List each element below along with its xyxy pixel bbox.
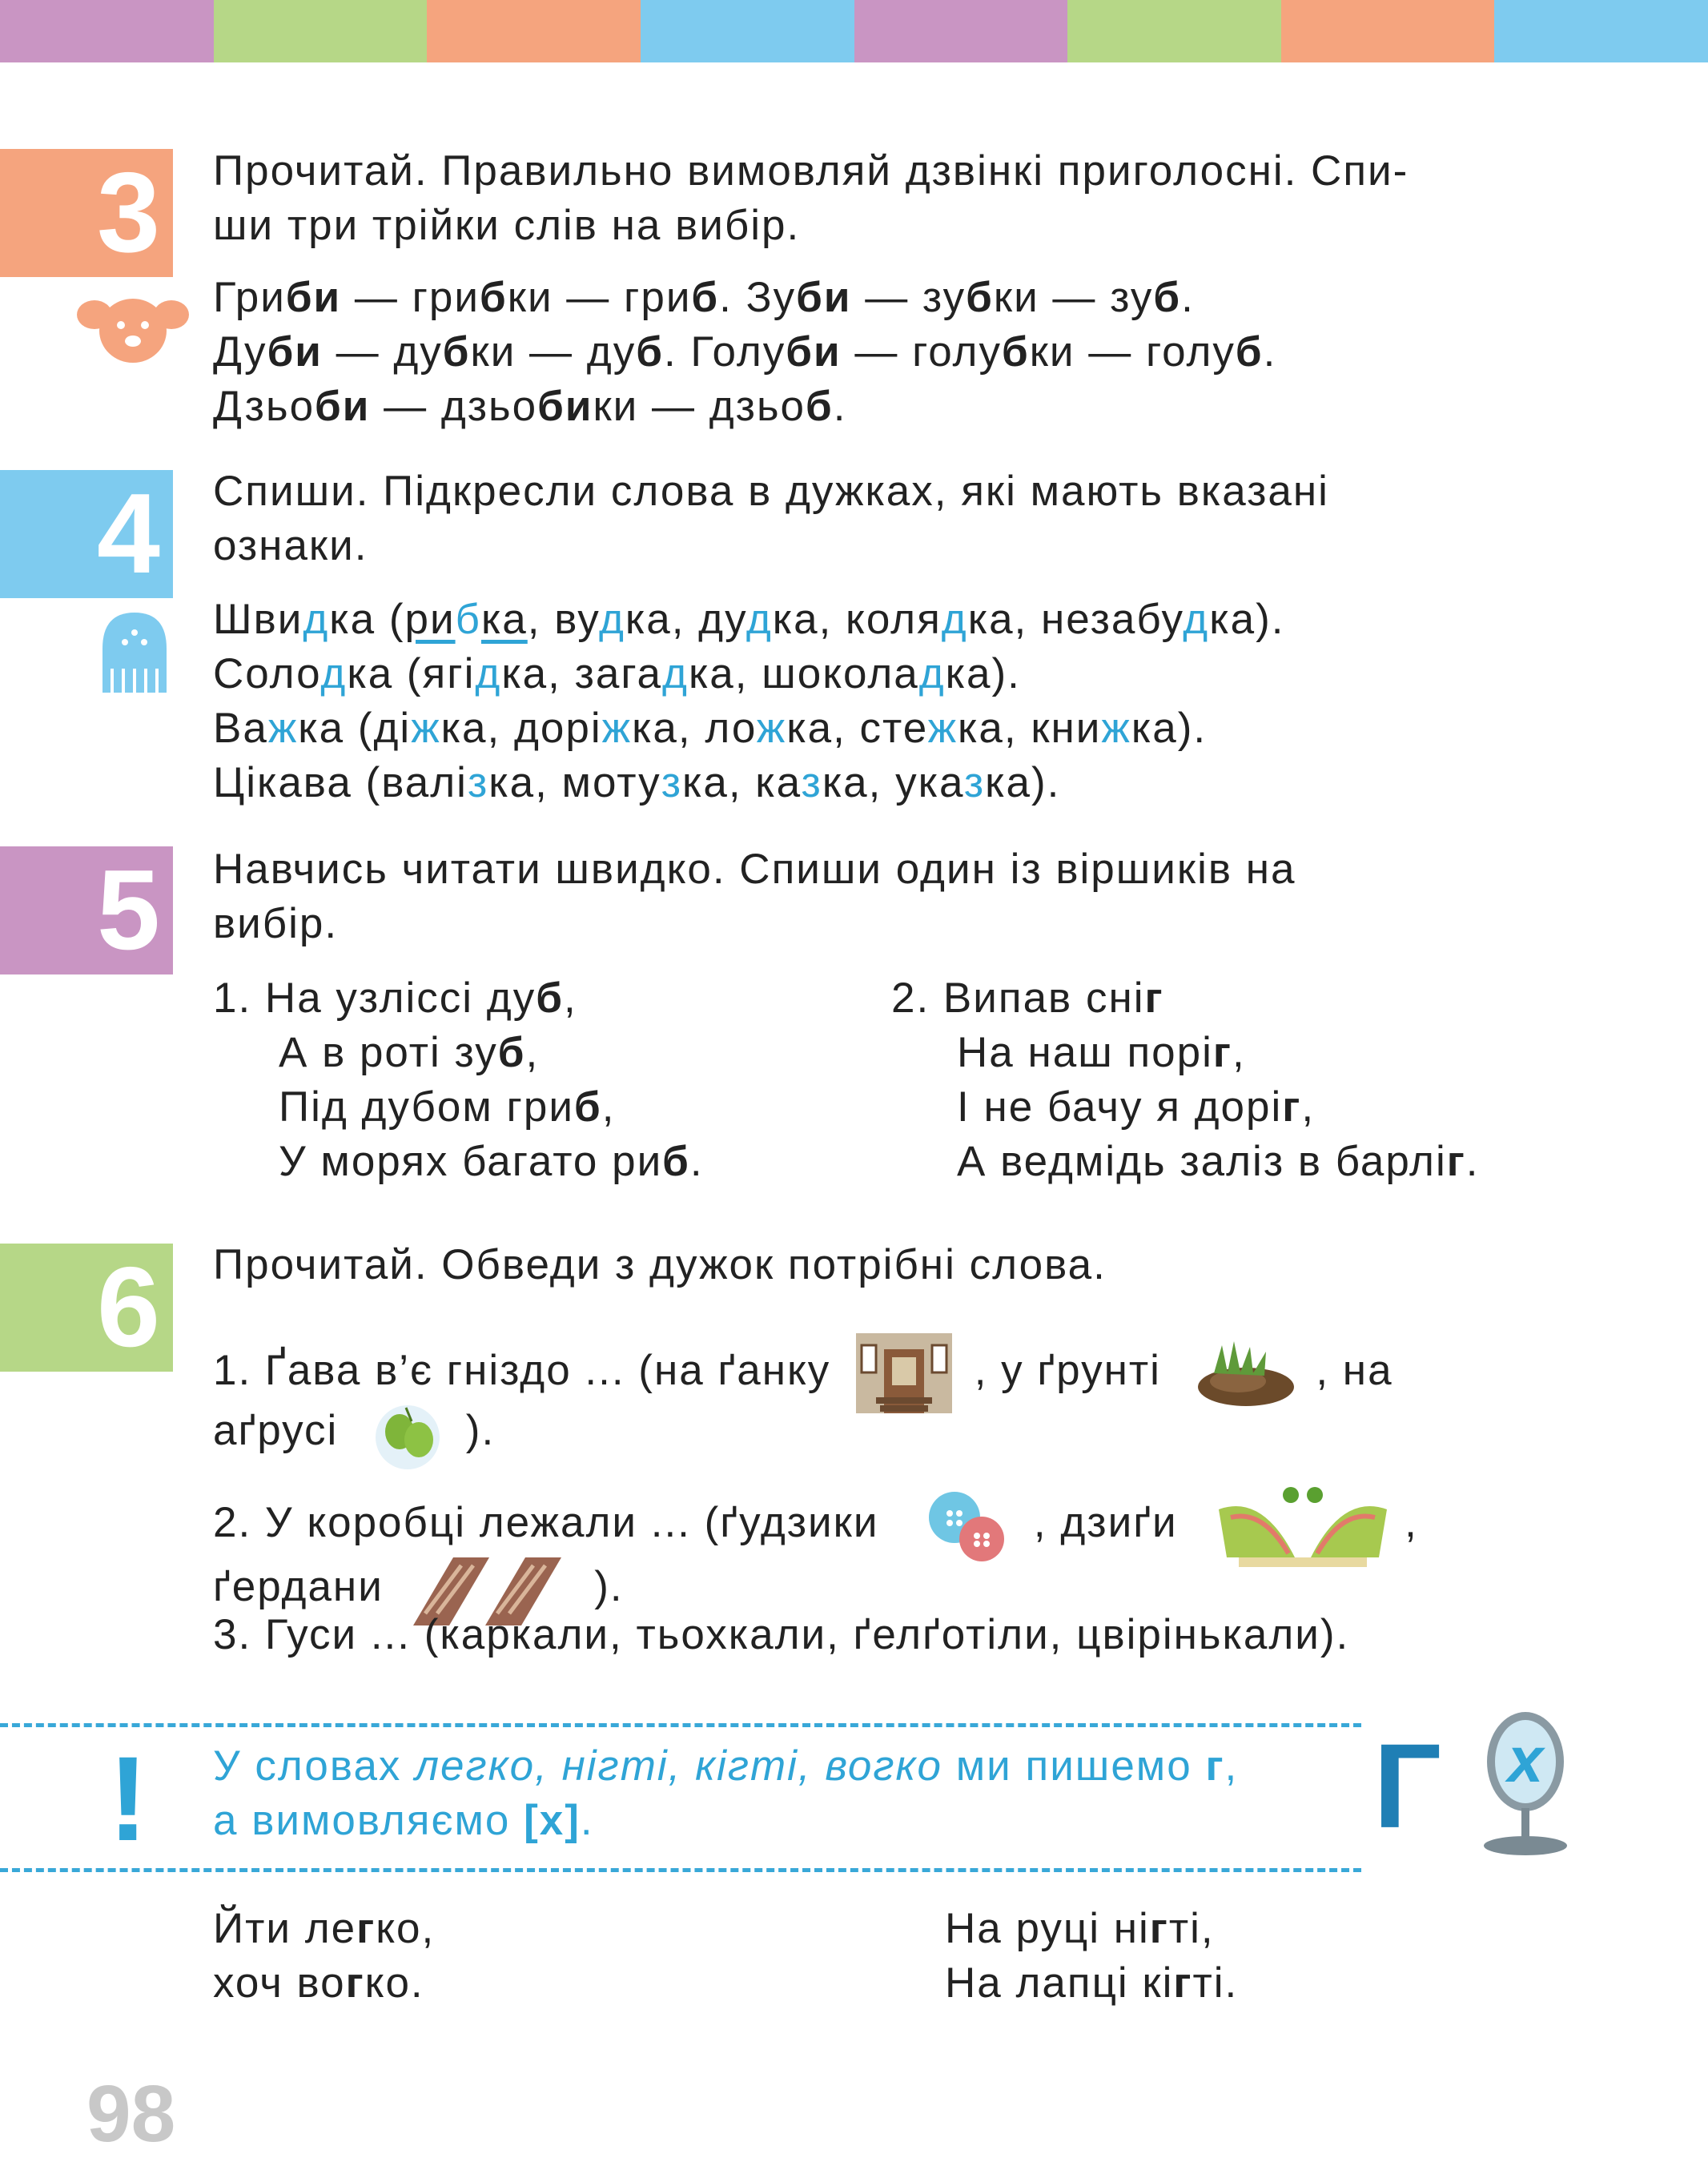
bold-letter: би (285, 274, 342, 321)
porch-icon (852, 1329, 956, 1417)
text-segment: У морях багато ри (279, 1138, 663, 1185)
text-segment: , (525, 1029, 540, 1076)
ghost-icon (94, 609, 175, 697)
text-line (213, 380, 1276, 434)
text-segment: ка (ді (298, 705, 412, 752)
text-segment: Йти ле (213, 1905, 357, 1952)
text-segment: ка, ка (682, 759, 802, 806)
text-segment: Гри (213, 274, 286, 321)
instruction-line: Спиши. Підкресли слова в дужках, які мають вказані (213, 468, 1329, 515)
highlight-letter: з (661, 759, 682, 806)
text-segment: . (833, 383, 847, 430)
exercise-number-3: 3 (0, 149, 173, 277)
stripe-seg (1494, 0, 1708, 62)
gooseberry-icon (368, 1393, 448, 1473)
text-segment: ка, шокола (688, 650, 919, 697)
text-segment: ки — дзьо (593, 383, 806, 430)
sentence-text: , на (1316, 1347, 1393, 1394)
stripe-seg (214, 0, 428, 62)
bold-letter: б (480, 274, 508, 321)
sentence-text: , у ґрунті (974, 1347, 1161, 1394)
text-segment: , (563, 974, 577, 1022)
bold-letter: б (1153, 274, 1182, 321)
sentence-text: 2. У коробці лежали ... (ґудзики (213, 1499, 879, 1546)
instruction-line: вибір. (213, 900, 339, 947)
poem-2 (891, 971, 1480, 1189)
text-segment: ка). (985, 759, 1061, 806)
bold-letter: би (315, 383, 371, 430)
bold-letter: г (1446, 1138, 1466, 1185)
text-segment: ка, ука (822, 759, 964, 806)
highlight-letter: д (1183, 596, 1210, 643)
text-segment: ка). (945, 650, 1021, 697)
highlight-letter: з (963, 759, 986, 806)
exercise-6-sentence-1-cont (213, 1393, 495, 1473)
text-line (213, 271, 1276, 325)
text-segment: А ведмідь заліз в барлі (957, 1138, 1447, 1185)
text-line (213, 701, 1284, 756)
big-letter: Г (1373, 1718, 1442, 1853)
exercise-4-instruction (213, 464, 1329, 573)
bold-letter: б (536, 974, 564, 1022)
underlined-text: ка (480, 596, 528, 643)
text-line (891, 1026, 1480, 1080)
rule-divider-top (0, 1723, 1361, 1727)
text-segment: , (1232, 1029, 1246, 1076)
text-segment: ко, (376, 1905, 436, 1952)
instruction-line: ши три трійки слів на вибір. (213, 202, 801, 249)
exercise-6-sentence-3: 3. Гуси ... (каркали, тьохкали, ґелґотіли, цвірінькали). (213, 1611, 1350, 1658)
text-segment: Ду (213, 328, 267, 376)
highlight-letter: ж (927, 705, 958, 752)
text-segment: ка). (1209, 596, 1285, 643)
exercise-3-instruction (213, 144, 1409, 253)
underlined-text: ри (404, 596, 456, 643)
text-line (213, 1080, 704, 1135)
text-segment: — гри (341, 274, 480, 321)
text-segment: ка, дорі (440, 705, 602, 752)
instruction-line: Навчись читати швидко. Спиши один із віршиків на (213, 846, 1296, 893)
text-segment: — зу (851, 274, 967, 321)
text-segment: На лапці кі (945, 1959, 1174, 2007)
text-segment: . (689, 1138, 704, 1185)
spinning-tops-icon (1215, 1477, 1391, 1573)
top-color-stripe (0, 0, 1708, 62)
text-segment: 1. На узліссі ду (213, 974, 537, 1022)
highlight-letter: ж (411, 705, 441, 752)
exercise-number-6: 6 (0, 1244, 173, 1372)
text-segment: ки — ду (470, 328, 637, 376)
bold-letter: г (1173, 1959, 1193, 2007)
bold-letter: би (267, 328, 323, 376)
highlight-letter: ж (756, 705, 787, 752)
text-line (213, 1135, 704, 1189)
rule-divider-bottom (0, 1868, 1361, 1872)
text-segment: ки — голу (1029, 328, 1236, 376)
text-segment: ка, ду (625, 596, 746, 643)
text-segment: . Зу (719, 274, 797, 321)
dog-icon (77, 287, 189, 367)
exercise-5-instruction (213, 842, 1296, 951)
bold-letter: г (1282, 1083, 1302, 1131)
text-segment: ті. (1192, 1959, 1239, 2007)
bold-letter: г (356, 1905, 376, 1952)
text-segment: Шви (213, 596, 303, 643)
text-segment: — голу (841, 328, 1002, 376)
mirror-letter: х (1507, 1724, 1544, 1795)
highlight-letter: д (598, 596, 625, 643)
bold-letter: би (796, 274, 852, 321)
text-line (213, 593, 1284, 647)
rhyme-left (213, 1902, 435, 2011)
highlight-letter: д (745, 596, 773, 643)
text-segment: ка (ягі (347, 650, 476, 697)
bold-letter: б (662, 1138, 690, 1185)
sentence-text: , дзиґи (1033, 1499, 1178, 1546)
bold-letter: би (537, 383, 593, 430)
text-segment: ка, кни (958, 705, 1102, 752)
highlight-letter: з (801, 759, 822, 806)
bold-letter: б (1001, 328, 1030, 376)
exercise-4-words (213, 593, 1284, 810)
text-segment: ка, коля (772, 596, 942, 643)
bold-letter: би (786, 328, 842, 376)
text-line (213, 1956, 435, 2011)
bold-letter: г (1149, 1905, 1169, 1952)
text-segment: І не бачу я дорі (957, 1083, 1283, 1131)
highlight-letter: б (455, 596, 481, 643)
text-segment: ко. (364, 1959, 424, 2007)
poem-1 (213, 971, 704, 1189)
stripe-seg (427, 0, 641, 62)
stripe-seg (0, 0, 214, 62)
text-segment: ки — гри (507, 274, 692, 321)
highlight-letter: д (303, 596, 330, 643)
bold-letter: б (691, 274, 720, 321)
exercise-number-5: 5 (0, 846, 173, 974)
highlight-letter: д (662, 650, 689, 697)
bold-letter: г (1144, 974, 1164, 1022)
highlight-letter: д (918, 650, 946, 697)
stripe-seg (854, 0, 1068, 62)
text-segment: . Голу (663, 328, 786, 376)
stripe-seg (1067, 0, 1281, 62)
exercise-6-instruction: Прочитай. Обведи з дужок потрібні слова. (213, 1241, 1107, 1288)
highlight-letter: д (941, 596, 968, 643)
exercise-3-words (213, 271, 1276, 434)
sentence-text: аґрусі (213, 1407, 339, 1454)
exercise-number-4: 4 (0, 470, 173, 598)
bold-letter: б (497, 1029, 526, 1076)
highlight-letter: ж (601, 705, 633, 752)
bold-letter: г (345, 1959, 365, 2007)
rule-text (213, 1739, 1238, 1848)
text-line (213, 971, 704, 1026)
text-line (891, 1135, 1480, 1189)
text-line (891, 971, 1480, 1026)
stripe-seg (641, 0, 854, 62)
bold-letter: б (442, 328, 471, 376)
text-segment: 2. Випав сні (891, 974, 1145, 1022)
text-line (891, 1080, 1480, 1135)
text-segment: ка ( (329, 596, 405, 643)
highlight-letter: д (475, 650, 502, 697)
text-segment: ка, моту (488, 759, 661, 806)
text-segment: ка, сте (786, 705, 928, 752)
text-segment: ка). (1131, 705, 1208, 752)
page-number: 98 (86, 2069, 176, 2159)
text-segment: На руці ні (945, 1905, 1150, 1952)
highlight-letter: ж (1101, 705, 1131, 752)
instruction-line: Прочитай. Правильно вимовляй дзвінкі приголосні. Спи- (213, 147, 1409, 195)
text-line (213, 325, 1276, 380)
text-line (213, 647, 1284, 701)
text-line (213, 756, 1284, 810)
text-segment: . (1181, 274, 1195, 321)
text-segment: ка, незабу (967, 596, 1184, 643)
text-segment: А в роті зу (279, 1029, 498, 1076)
stripe-seg (1281, 0, 1495, 62)
bold-letter: б (636, 328, 664, 376)
highlight-letter: з (467, 759, 489, 806)
text-segment: Дзьо (213, 383, 315, 430)
text-line (945, 1956, 1238, 2011)
text-segment: . (1465, 1138, 1480, 1185)
text-segment: — ду (322, 328, 443, 376)
highlight-letter: ж (267, 705, 299, 752)
text-line (213, 1026, 704, 1080)
text-line (213, 1902, 435, 1956)
sentence-text: , (1405, 1499, 1418, 1546)
text-segment: Соло (213, 650, 321, 697)
buttons-icon (916, 1481, 1020, 1569)
text-segment: ка, ло (632, 705, 757, 752)
soil-icon (1194, 1337, 1298, 1409)
sentence-text: ). (465, 1407, 496, 1454)
rule-line-1: У словах легко, нігті, кігті, вогко ми пишемо г, (213, 1742, 1239, 1790)
exclamation-mark: ! (108, 1731, 148, 1866)
text-line (945, 1902, 1238, 1956)
text-segment: , ву (527, 596, 599, 643)
text-segment: — дзьо (370, 383, 538, 430)
rule-line-2: а вимовляємо [х]. (213, 1797, 594, 1844)
bold-letter: г (1212, 1029, 1232, 1076)
bold-letter: б (966, 274, 994, 321)
text-segment: ки — зу (993, 274, 1154, 321)
text-segment: Ва (213, 705, 268, 752)
highlight-letter: д (320, 650, 348, 697)
sentence-text: ґердани (213, 1563, 384, 1610)
text-segment: , (1301, 1083, 1316, 1131)
text-segment: . (1263, 328, 1277, 376)
text-segment: Під дубом гри (279, 1083, 574, 1131)
bold-letter: б (1235, 328, 1264, 376)
text-segment: ка, зага (501, 650, 663, 697)
text-segment: , (601, 1083, 616, 1131)
mirror-icon (1469, 1706, 1581, 1858)
text-segment: На наш порі (957, 1029, 1213, 1076)
text-segment: Цікава (валі (213, 759, 468, 806)
bold-letter: б (573, 1083, 602, 1131)
bold-letter: б (806, 383, 834, 430)
text-segment: хоч во (213, 1959, 346, 2007)
sentence-text: ). (594, 1563, 624, 1610)
text-segment: ті, (1168, 1905, 1215, 1952)
sentence-text: 1. Ґава в’є гніздо ... (на ґанку (213, 1347, 831, 1394)
rhyme-right (945, 1902, 1238, 2011)
instruction-line: ознаки. (213, 522, 368, 569)
